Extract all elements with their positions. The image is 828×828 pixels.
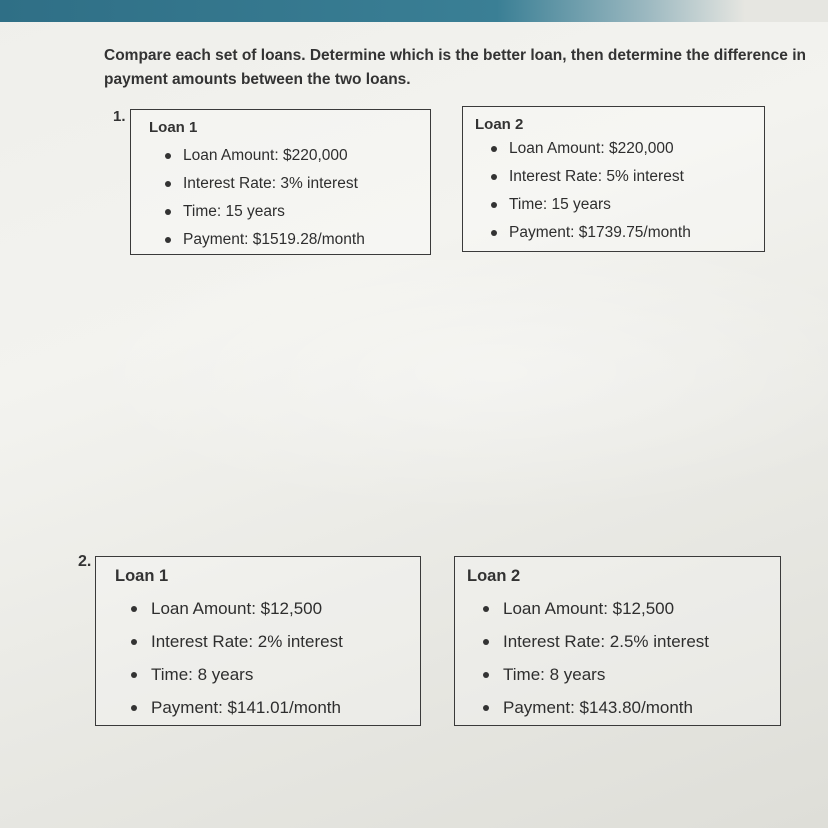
bullet-icon: [165, 237, 171, 243]
instructions-line-1: Compare each set of loans. Determine which is the better loan, then determine the difference in: [104, 47, 806, 64]
bullet-icon: [165, 209, 171, 215]
bullet-icon: [491, 174, 497, 180]
bullet-icon: [491, 146, 497, 152]
bullet-icon: [483, 672, 489, 678]
bullet-icon: [483, 639, 489, 645]
loan-card-2: [462, 106, 765, 252]
interest-rate: Interest Rate: 2% interest: [115, 631, 343, 664]
payment: Payment: $1739.75/month: [475, 223, 691, 251]
bullet-icon: [131, 639, 137, 645]
bullet-icon: [131, 705, 137, 711]
loan-details: [149, 146, 365, 258]
interest-rate: Interest Rate: 3% interest: [149, 174, 365, 202]
payment: Payment: $141.01/month: [115, 697, 343, 730]
bullet-icon: [483, 705, 489, 711]
loan-details: [475, 139, 691, 251]
payment: Payment: $1519.28/month: [149, 230, 365, 258]
loan-details: [467, 598, 709, 730]
loan-title: Loan 1: [115, 567, 169, 585]
problem-number: 2.: [78, 553, 92, 570]
loan-details: [115, 598, 343, 730]
loan-time: Time: 15 years: [149, 202, 365, 230]
loan-amount: Loan Amount: $220,000: [475, 139, 691, 167]
top-edge-band: [0, 0, 828, 22]
loan-title: Loan 2: [475, 116, 524, 133]
loan-title: Loan 2: [467, 567, 521, 585]
bullet-icon: [491, 202, 497, 208]
instructions-line-2: payment amounts between the two loans.: [104, 71, 411, 88]
instructions: [104, 44, 824, 92]
loan-card-1: [95, 556, 421, 726]
loan-time: Time: 8 years: [115, 664, 343, 697]
problem-number: 1.: [113, 108, 126, 125]
loan-time: Time: 8 years: [467, 664, 709, 697]
bullet-icon: [131, 672, 137, 678]
loan-time: Time: 15 years: [475, 195, 691, 223]
payment: Payment: $143.80/month: [467, 697, 709, 730]
loan-amount: Loan Amount: $220,000: [149, 146, 365, 174]
bullet-icon: [165, 153, 171, 159]
loan-card-2: [454, 556, 781, 726]
bullet-icon: [165, 181, 171, 187]
bullet-icon: [491, 230, 497, 236]
loan-amount: Loan Amount: $12,500: [115, 598, 343, 631]
loan-title: Loan 1: [149, 119, 198, 136]
interest-rate: Interest Rate: 2.5% interest: [467, 631, 709, 664]
loan-amount: Loan Amount: $12,500: [467, 598, 709, 631]
bullet-icon: [483, 606, 489, 612]
bullet-icon: [131, 606, 137, 612]
loan-card-1: [130, 109, 431, 255]
paper-crease: [0, 260, 828, 540]
interest-rate: Interest Rate: 5% interest: [475, 167, 691, 195]
